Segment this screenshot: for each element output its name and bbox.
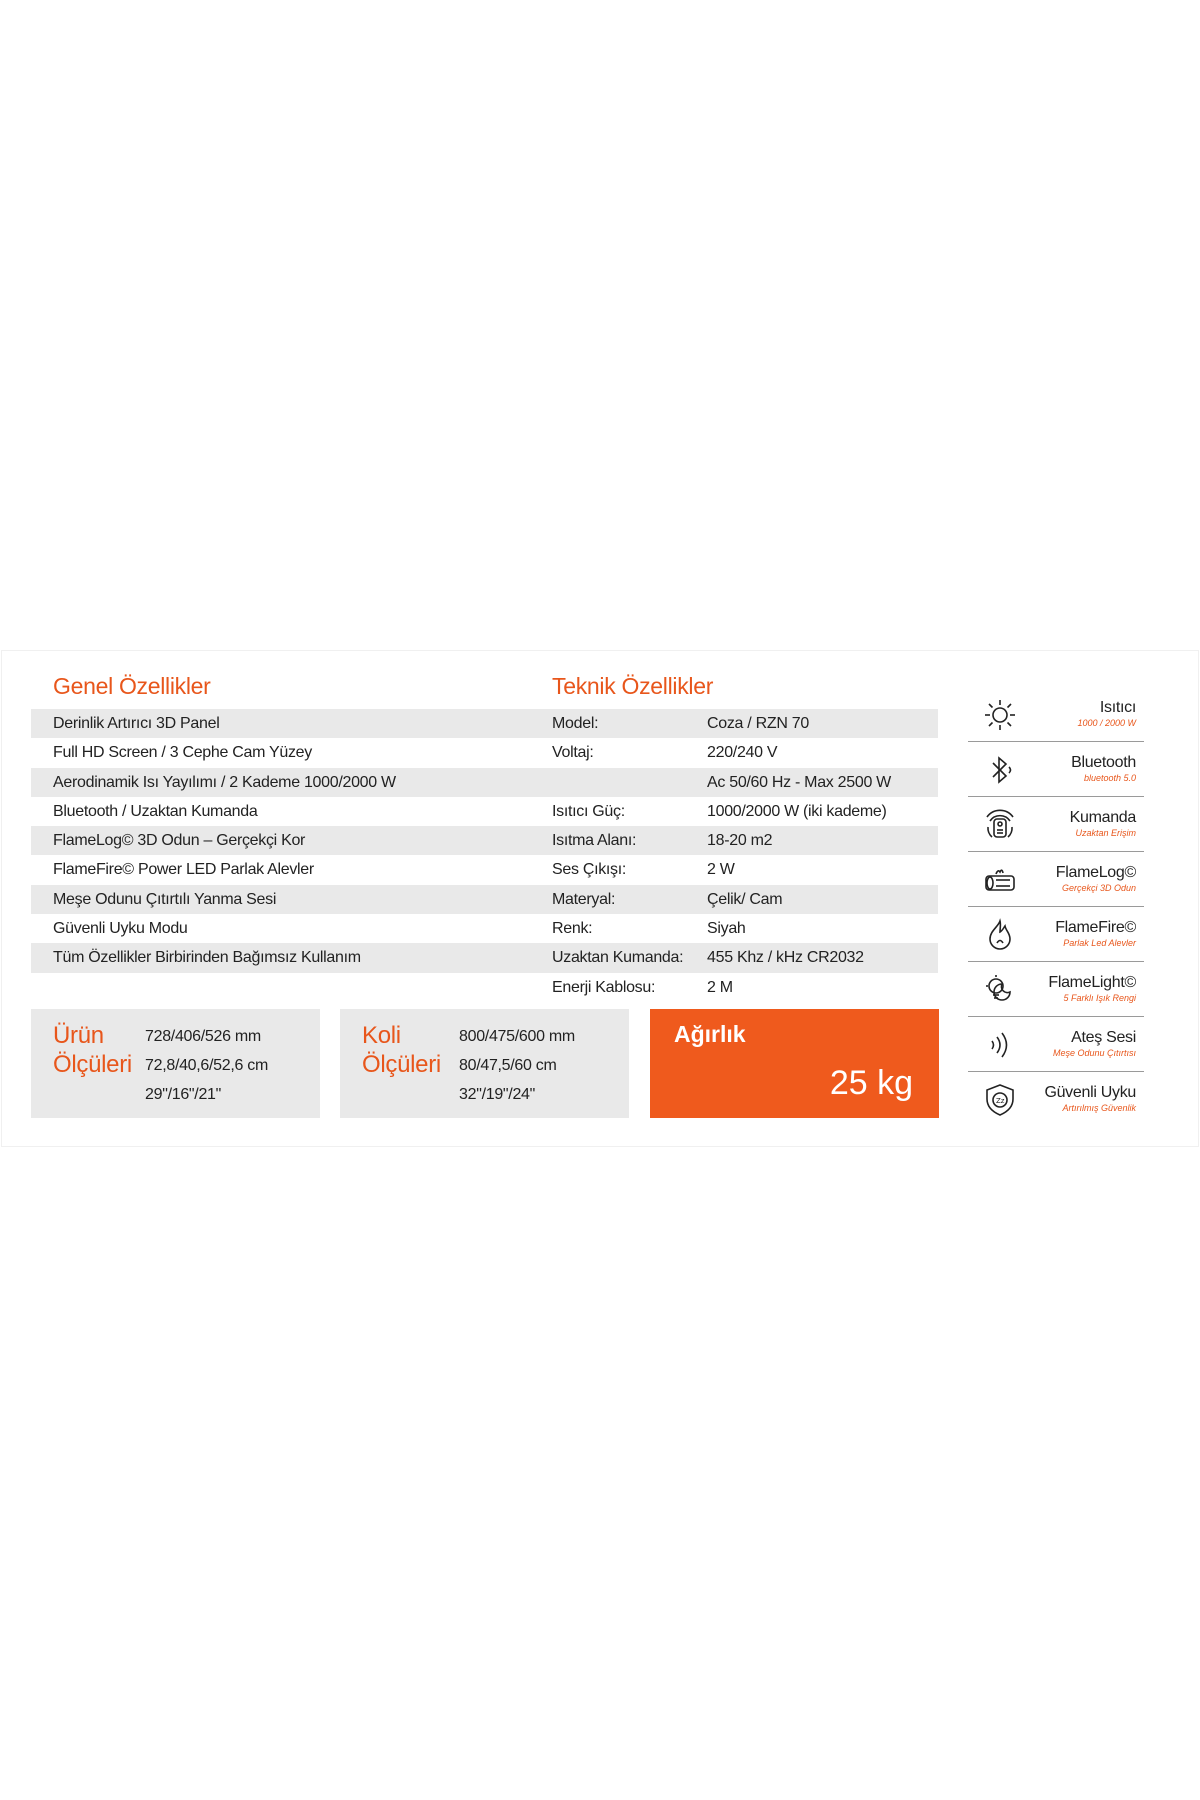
spec-label: Model:: [552, 715, 599, 732]
feature-subtitle: Parlak Led Alevler: [1063, 938, 1136, 948]
spec-row: [31, 914, 938, 943]
weight-box: [650, 1009, 939, 1118]
spec-value: 2 M: [707, 978, 733, 996]
remote-icon: [982, 807, 1018, 843]
feature-flamelight: [968, 962, 1144, 1017]
product-dimensions-box: [31, 1009, 320, 1118]
spec-value: Çelik/ Cam: [707, 890, 783, 908]
spec-row: [31, 885, 938, 914]
feature-subtitle: Uzaktan Erişim: [1075, 828, 1136, 838]
product-dimensions-label: Ürün Ölçüleri: [53, 1022, 132, 1078]
spec-row: [31, 855, 938, 884]
spec-row: [31, 826, 938, 855]
weight-label: Ağırlık: [674, 1021, 746, 1047]
feature-title: Bluetooth: [1071, 754, 1136, 771]
spec-value: 455 Khz / kHz CR2032: [707, 949, 864, 967]
general-feature-item: FlameFire© Power LED Parlak Alevler: [53, 861, 314, 879]
feature-title: FlameFire©: [1055, 919, 1136, 936]
spec-value: Ac 50/60 Hz - Max 2500 W: [707, 773, 891, 791]
spec-label: Materyal:: [552, 890, 616, 908]
spec-label: Voltaj:: [552, 744, 594, 762]
spec-value: 2 W: [707, 861, 735, 879]
technical-specs-title: Teknik Özellikler: [552, 673, 714, 699]
general-feature-item: Meşe Odunu Çıtırtılı Yanma Sesi: [53, 890, 277, 908]
spec-row: [31, 797, 938, 826]
feature-subtitle: Meşe Odunu Çıtırtısı: [1052, 1048, 1136, 1058]
spec-value: 18-20 m2: [707, 832, 773, 850]
spec-value: Siyah: [707, 920, 746, 938]
feature-title: FlameLog©: [1055, 864, 1136, 881]
feature-title: Kumanda: [1069, 809, 1136, 826]
product-dimensions-values: 728/406/526 mm 72,8/40,6/52,6 cm 29"/16"/21": [145, 1028, 268, 1103]
flame-icon: [982, 917, 1018, 953]
feature-title: Ateş Sesi: [1071, 1029, 1136, 1046]
bluetooth-icon: [982, 752, 1018, 788]
general-feature-item: Tüm Özellikler Birbirinden Bağımsız Kullanım: [53, 949, 361, 967]
spec-row: [31, 738, 938, 767]
feature-fire-sound: [968, 1017, 1144, 1072]
log-icon: [982, 862, 1018, 898]
general-feature-item: Derinlik Artırıcı 3D Panel: [53, 715, 220, 732]
spec-label: Uzaktan Kumanda:: [552, 949, 684, 967]
spec-label: Isıtma Alanı:: [552, 832, 637, 850]
bulb-icon: [982, 972, 1018, 1008]
spec-value: Coza / RZN 70: [707, 715, 809, 732]
feature-subtitle: Gerçekçi 3D Odun: [1061, 883, 1136, 893]
general-features-title: Genel Özellikler: [53, 673, 211, 699]
spec-label: Isıtıcı Güç:: [552, 802, 625, 820]
spec-row: [31, 709, 938, 738]
feature-flamelog: [968, 852, 1144, 907]
feature-safe-sleep: [968, 1072, 1144, 1126]
spec-table: [31, 709, 938, 1002]
shield-sleep-icon: [982, 1082, 1018, 1118]
spec-value: 220/240 V: [707, 744, 778, 762]
spec-row: [31, 973, 938, 1002]
feature-bluetooth: [968, 742, 1144, 797]
sound-icon: [982, 1027, 1018, 1063]
spec-label: Ses Çıkışı:: [552, 861, 627, 879]
svg-text:Zz: Zz: [996, 1097, 1005, 1105]
weight-value: 25 kg: [829, 1064, 913, 1102]
spec-row: [31, 768, 938, 797]
general-feature-item: Full HD Screen / 3 Cephe Cam Yüzey: [53, 744, 312, 762]
feature-subtitle: Artırılmış Güvenlik: [1062, 1103, 1136, 1113]
feature-icons-list: [968, 687, 1144, 1126]
general-feature-item: FlameLog© 3D Odun – Gerçekçi Kor: [53, 832, 306, 850]
feature-title: FlameLight©: [1048, 974, 1136, 991]
spec-value: 1000/2000 W (iki kademe): [707, 802, 887, 820]
spec-row: [31, 943, 938, 972]
feature-title: Isıtıcı: [1099, 699, 1136, 716]
feature-title: Güvenli Uyku: [1044, 1084, 1136, 1101]
feature-remote: [968, 797, 1144, 852]
feature-subtitle: 1000 / 2000 W: [1077, 718, 1136, 728]
spec-sheet: [1, 650, 1199, 1147]
general-feature-item: Aerodinamik Isı Yayılımı / 2 Kademe 1000/2000 W: [53, 773, 396, 791]
feature-flamefire: [968, 907, 1144, 962]
package-dimensions-box: [340, 1009, 629, 1118]
sun-icon: [982, 697, 1018, 733]
feature-subtitle: 5 Farklı Işık Rengi: [1063, 993, 1136, 1003]
feature-subtitle: bluetooth 5.0: [1083, 773, 1136, 783]
general-feature-item: Güvenli Uyku Modu: [53, 920, 188, 938]
package-dimensions-values: 800/475/600 mm 80/47,5/60 cm 32"/19"/24": [459, 1028, 575, 1103]
package-dimensions-label: Koli Ölçüleri: [362, 1022, 441, 1078]
feature-heater: [968, 687, 1144, 742]
spec-label: Renk:: [552, 920, 593, 938]
spec-label: Enerji Kablosu:: [552, 978, 656, 996]
general-feature-item: Bluetooth / Uzaktan Kumanda: [53, 802, 258, 820]
